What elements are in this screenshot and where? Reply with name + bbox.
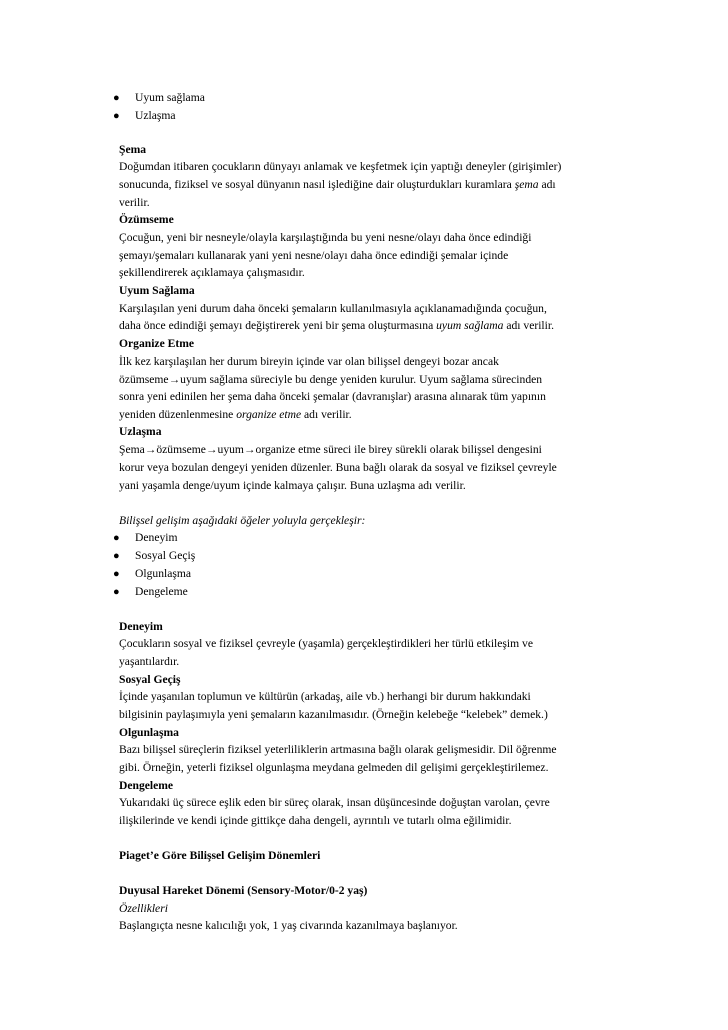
bullet-icon: ● bbox=[113, 550, 120, 562]
paragraph-line: daha önce edindiği şemayı değiştirerek yeni bir şema oluşturmasına uyum sağlama adı verilir. bbox=[119, 319, 554, 332]
paragraph-line: şemayı/şemaları kullanarak yani yeni nesne/olayı daha önce edindiği şemalar içinde bbox=[119, 249, 509, 262]
section-heading-olgunlasma: Olgunlaşma bbox=[119, 726, 179, 739]
paragraph-line: Karşılaşılan yeni durum daha önceki şemaların kullanılmasıyla açıklanamadığında çocuğun, bbox=[119, 302, 547, 315]
paragraph-line: yeniden düzenlenmesine organize etme adı verilir. bbox=[119, 408, 352, 421]
section-heading-dengeleme: Dengeleme bbox=[119, 779, 174, 792]
section-heading-ozumseme: Özümseme bbox=[119, 213, 174, 226]
paragraph-line: bilgisinin paylaşımıyla yeni şemaların kazanılmasıdır. (Örneğin kelebeğe “kelebek” demek.) bbox=[119, 708, 548, 721]
paragraph-line: Başlangıçta nesne kalıcılığı yok, 1 yaş civarında kazanılmaya başlanıyor. bbox=[119, 919, 458, 932]
section-heading-duyusal: Duyusal Hareket Dönemi (Sensory-Motor/0-2 yaş) bbox=[119, 884, 368, 897]
section-heading-deneyim: Deneyim bbox=[119, 620, 163, 633]
bullet-icon: ● bbox=[113, 568, 120, 580]
intro-line: Bilişsel gelişim aşağıdaki öğeler yoluyla gerçekleşir: bbox=[119, 514, 366, 527]
paragraph-line: sonucunda, fiziksel ve sosyal dünyanın nasıl işlediğine dair oluşturdukları kuramlara şema adı bbox=[119, 178, 556, 191]
list-item: Uyum sağlama bbox=[135, 91, 205, 104]
bullet-icon: ● bbox=[113, 110, 120, 122]
paragraph-line: verilir. bbox=[119, 196, 150, 209]
paragraph-line: korur veya bozulan dengeyi yeniden düzenler. Buna bağlı olarak da sosyal ve fiziksel çevreyle bbox=[119, 461, 557, 474]
bullet-icon: ● bbox=[113, 586, 120, 598]
paragraph-line: Bazı bilişsel süreçlerin fiziksel yeterliliklerin artmasına bağlı olarak gelişmesidir. Dil öğrenme bbox=[119, 743, 557, 756]
list-item: Sosyal Geçiş bbox=[135, 549, 196, 562]
section-heading-sosyal: Sosyal Geçiş bbox=[119, 673, 181, 686]
section-heading-organize: Organize Etme bbox=[119, 337, 195, 350]
paragraph-line: şekillendirerek açıklamaya çalışmasıdır. bbox=[119, 266, 305, 279]
paragraph-line: Çocuğun, yeni bir nesneyle/olayla karşılaştığında bu yeni nesne/olayı daha önce edindiği bbox=[119, 231, 532, 244]
section-heading-sema: Şema bbox=[119, 143, 147, 156]
paragraph-line: Doğumdan itibaren çocukların dünyayı anlamak ve keşfetmek için yaptığı deneyler (girişimler) bbox=[119, 160, 562, 173]
paragraph-line: Şema→özümseme→uyum→organize etme süreci ile birey sürekli olarak bilişsel dengesini bbox=[119, 443, 542, 456]
paragraph-line: Yukarıdaki üç sürece eşlik eden bir süreç olarak, insan düşüncesinde doğuştan varolan, çevre bbox=[119, 796, 550, 809]
paragraph-line: gibi. Örneğin, yeterli fiziksel olgunlaşma meydana gelmeden dil gelişimi gerçekleştirilemez. bbox=[119, 761, 549, 774]
section-heading-uzlasma: Uzlaşma bbox=[119, 425, 162, 438]
paragraph-line: İlk kez karşılaşılan her durum bireyin içinde var olan bilişsel dengeyi bozar ancak bbox=[119, 355, 499, 368]
list-item: Olgunlaşma bbox=[135, 567, 192, 580]
section-heading-uyum: Uyum Sağlama bbox=[119, 284, 195, 297]
list-item: Dengeleme bbox=[135, 585, 188, 598]
paragraph-line: yani yaşamla denge/uyum içinde kalmaya çalışır. Buna uzlaşma adı verilir. bbox=[119, 479, 466, 492]
paragraph-line: İçinde yaşanılan toplumun ve kültürün (arkadaş, aile vb.) herhangi bir durum hakkındaki bbox=[119, 690, 531, 703]
paragraph-line: ilişkilerinde ve kendi içinde gittikçe daha dengeli, ayrıntılı ve tutarlı olma eğilimidir. bbox=[119, 814, 512, 827]
paragraph-line: yaşantılardır. bbox=[119, 655, 180, 668]
subheading: Özellikleri bbox=[119, 902, 168, 915]
paragraph-line: sonra yeni edinilen her şema daha önceki şemalar (davranışlar) arasına alınarak tüm yapının bbox=[119, 390, 546, 403]
bullet-icon: ● bbox=[113, 532, 120, 544]
paragraph-line: Çocukların sosyal ve fiziksel çevreyle (yaşamla) gerçekleştirdikleri her türlü etkileşim ve bbox=[119, 637, 534, 650]
list-item: Uzlaşma bbox=[135, 109, 176, 122]
list-item: Deneyim bbox=[135, 531, 178, 544]
section-title-donemler: Piaget’e Göre Bilişsel Gelişim Dönemleri bbox=[119, 849, 321, 862]
paragraph-line: özümseme→uyum sağlama süreciyle bu denge yeniden kurulur. Uyum sağlama sürecinden bbox=[119, 373, 543, 386]
bullet-icon: ● bbox=[113, 92, 120, 104]
